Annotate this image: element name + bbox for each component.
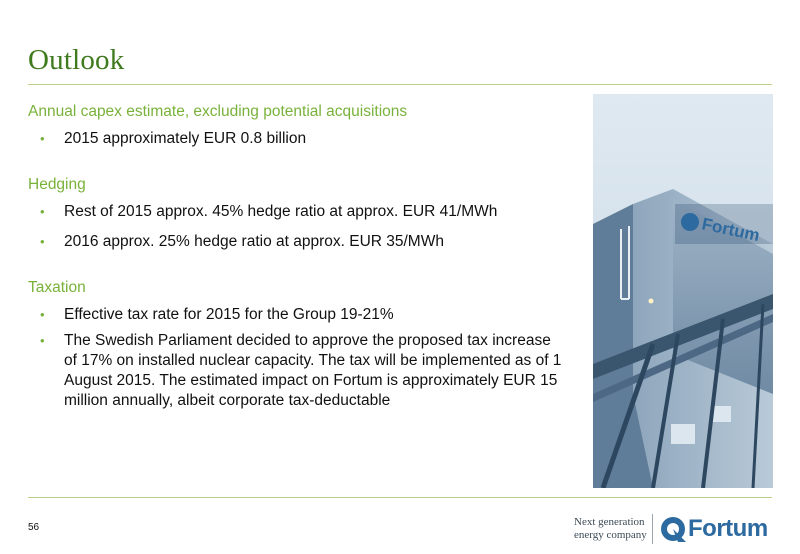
section-capex: [28, 102, 573, 149]
footer-separator: [652, 514, 653, 544]
bullet-item: [28, 331, 564, 411]
bullet-text: The Swedish Parliament decided to approve the proposed tax increase of 17% on installed nuclear capacity. The tax will be implemented as of 1 August 2015. The estimated impact on Fortum is approximately EUR 15 million annually, albeit corporate tax-deductable: [64, 332, 562, 409]
fortum-logo-icon: [660, 516, 686, 542]
tagline-line-2: energy company: [574, 529, 647, 541]
fortum-logo: [660, 513, 768, 545]
section-hedging: [28, 175, 573, 252]
bullet-text: 2015 approximately EUR 0.8 billion: [64, 130, 307, 147]
bullet-item: [28, 305, 573, 325]
bullet-item: [28, 232, 573, 252]
bullet-text: Rest of 2015 approx. 45% hedge ratio at approx. EUR 41/MWh: [64, 203, 498, 220]
title-divider: [28, 84, 772, 85]
slide-content: [28, 102, 573, 411]
bullet-dot: •: [40, 131, 45, 146]
page-number: 56: [28, 522, 40, 533]
building-sign-text: Fortum: [700, 214, 762, 246]
section-heading-capex: Annual capex estimate, excluding potential acquisitions: [28, 103, 408, 120]
bullet-dot: •: [40, 234, 45, 249]
section-taxation: [28, 278, 573, 411]
section-heading-taxation: Taxation: [28, 279, 86, 296]
bullet-dot: •: [40, 204, 45, 219]
bullet-text: 2016 approx. 25% hedge ratio at approx. EUR 35/MWh: [64, 233, 444, 250]
logo-text: Fortum: [688, 515, 768, 542]
building-photo: [593, 94, 773, 488]
footer-divider: [28, 497, 772, 498]
bullet-text: Effective tax rate for 2015 for the Group 19-21%: [64, 306, 394, 323]
bullet-dot: •: [40, 333, 45, 348]
company-tagline: [574, 516, 647, 542]
bullet-item: [28, 129, 573, 149]
tagline-line-1: Next generation: [574, 516, 645, 528]
bullet-item: [28, 202, 573, 222]
bullet-dot: •: [40, 307, 45, 322]
slide-title: Outlook: [28, 44, 125, 76]
section-heading-hedging: Hedging: [28, 176, 86, 193]
